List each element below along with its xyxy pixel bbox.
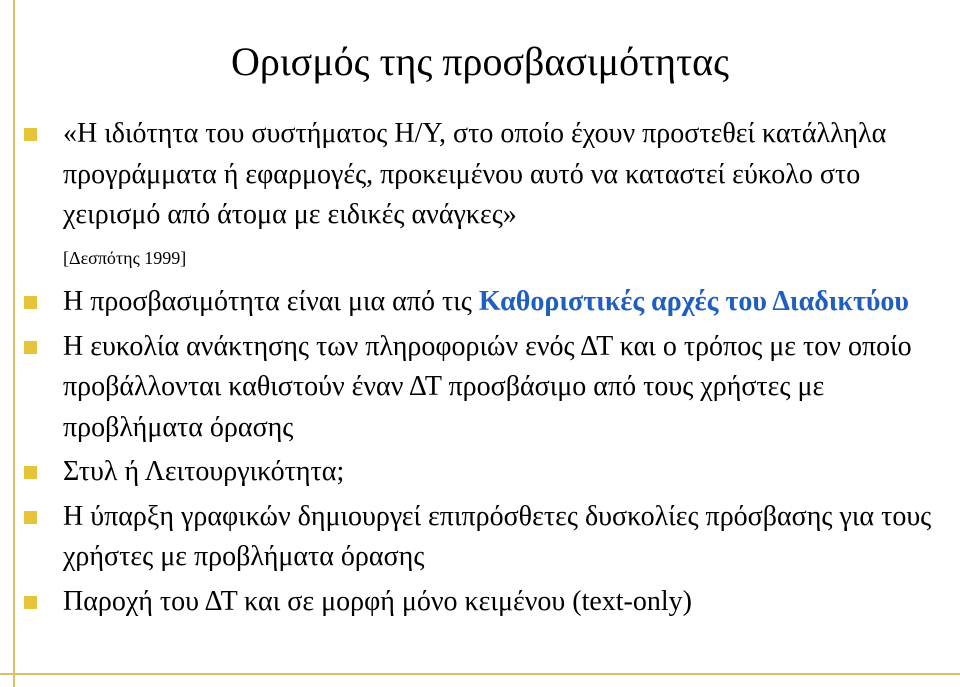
bullet-web-principles-highlight: Καθοριστικές αρχές του Διαδικτύου bbox=[478, 286, 909, 317]
bullet-list bbox=[24, 114, 946, 622]
bullet-text-only bbox=[24, 582, 946, 623]
bullet-graphics-difficulty-text: Η ύπαρξη γραφικών δημιουργεί επιπρόσθετες δυσκολίες πρόσβασης για τους χρήστες με προβλήματα όρασης bbox=[63, 500, 932, 572]
slide-title: Ορισμός της προσβασιμότητας bbox=[231, 39, 729, 84]
bullet-web-principles-text: Η προσβασιμότητα είναι μια από τις bbox=[63, 286, 479, 317]
bullet-square-icon bbox=[24, 466, 37, 479]
bullet-definition bbox=[24, 114, 946, 276]
bullet-retrieval-ease-text: Η ευκολία ανάκτησης των πληροφοριών ενός ΔΤ και ο τρόπος με τον οποίο προβάλλονται καθιστούν έναν ΔΤ προσβάσιμο από τους χρήστες με προβλήματα όρασης bbox=[63, 330, 912, 443]
bullet-web-principles bbox=[24, 282, 946, 323]
bullet-style-or-function-text: Στυλ ή Λειτουργικότητα; bbox=[63, 456, 345, 487]
bullet-square-icon bbox=[24, 341, 37, 354]
bullet-square-icon bbox=[24, 511, 37, 524]
bullet-text-only-text: Παροχή του ΔΤ και σε μορφή μόνο κειμένου (text-only) bbox=[63, 585, 692, 617]
slide-frame-bottom-line bbox=[0, 673, 960, 675]
bullet-style-or-function bbox=[24, 452, 946, 493]
bullet-definition-text: «Η ιδιότητα του συστήματος Η/Υ, στο οποίο έχουν προστεθεί κατάλληλα προγράμματα ή εφαρμογές, προκειμένου αυτό να καταστεί εύκολο στο χειρισμό από άτομα με ειδικές ανάγκες» bbox=[63, 118, 887, 230]
bullet-graphics-difficulty bbox=[24, 497, 946, 578]
bullet-square-icon bbox=[24, 296, 37, 309]
bullet-definition-citation: [Δεσπότης 1999] bbox=[63, 247, 187, 268]
bullet-square-icon bbox=[24, 596, 37, 609]
bullet-retrieval-ease bbox=[24, 327, 946, 449]
bullet-square-icon bbox=[24, 128, 37, 141]
slide-frame-left-line bbox=[13, 0, 15, 687]
